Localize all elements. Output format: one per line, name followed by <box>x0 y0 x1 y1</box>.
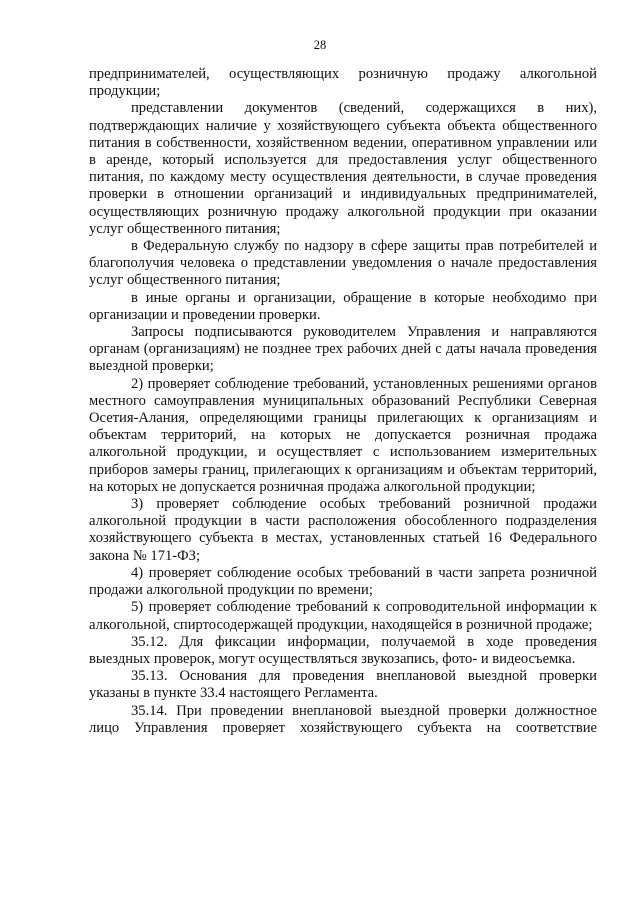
paragraph: 5) проверяет соблюдение требований к сопроводительной информации к алкогольной, спиртосодержащей продукции, находящейся в розничной продаже; <box>89 599 597 633</box>
paragraph: представлении документов (сведений, содержащихся в них), подтверждающих наличие у хозяйствующего субъекта объекта общественного питания в собственности, хозяйственном ведении, оперативном управлении или в аренде, который используется для предоставления услуг общественного питания, по каждому месту осуществления деятельности, в случае проведения проверки в отношении организаций и индивидуальных предпринимателей, осуществляющих розничную продажу алкогольной продукции при оказании услуг общественного питания; <box>89 100 597 237</box>
page-number: 28 <box>313 38 327 52</box>
document-body <box>89 66 597 737</box>
paragraph: 35.13. Основания для проведения внеплановой выездной проверки указаны в пункте 33.4 настоящего Регламента. <box>89 668 597 702</box>
paragraph: 4) проверяет соблюдение особых требований в части запрета розничной продажи алкогольной продукции по времени; <box>89 564 597 599</box>
paragraph: 35.12. Для фиксации информации, получаемой в ходе проведения выездных проверок, могут осуществляться звукозапись, фото- и видеосъемка. <box>89 633 597 667</box>
paragraph: в Федеральную службу по надзору в сфере защиты прав потребителей и благополучия человека о представлении уведомления о начале предоставления услуг общественного питания; <box>89 238 597 289</box>
paragraph: Запросы подписываются руководителем Управления и направляются органам (организациям) не позднее трех рабочих дней с даты начала проведения выездной проверки; <box>89 324 597 375</box>
paragraph: предпринимателей, осуществляющих розничную продажу алкогольной продукции; <box>89 66 597 100</box>
paragraph: в иные органы и организации, обращение в которые необходимо при организации и проведении проверки. <box>89 289 597 323</box>
paragraph: 3) проверяет соблюдение особых требований розничной продажи алкогольной продукции в части расположения обособленного подразделения хозяйствующего субъекта в местах, установленных статьей 16 Федерального закона № 171-ФЗ; <box>89 496 597 564</box>
paragraph: 2) проверяет соблюдение требований, установленных решениями органов местного самоуправления муниципальных образований Республики Северная Осетия-Алания, определяющими границы прилегающих к организациям и объектам территорий, на которых не допускается розничная продажа алкогольной продукции, и осуществляет с использованием измерительных приборов замеры границ, прилегающих к организациям и объектам территорий, на которых не допускается розничная продажа алкогольной продукции; <box>89 375 597 495</box>
paragraph: 35.14. При проведении внеплановой выездной проверки должностное лицо Управления проверяет хозяйствующего субъекта на соответствие <box>89 702 597 736</box>
